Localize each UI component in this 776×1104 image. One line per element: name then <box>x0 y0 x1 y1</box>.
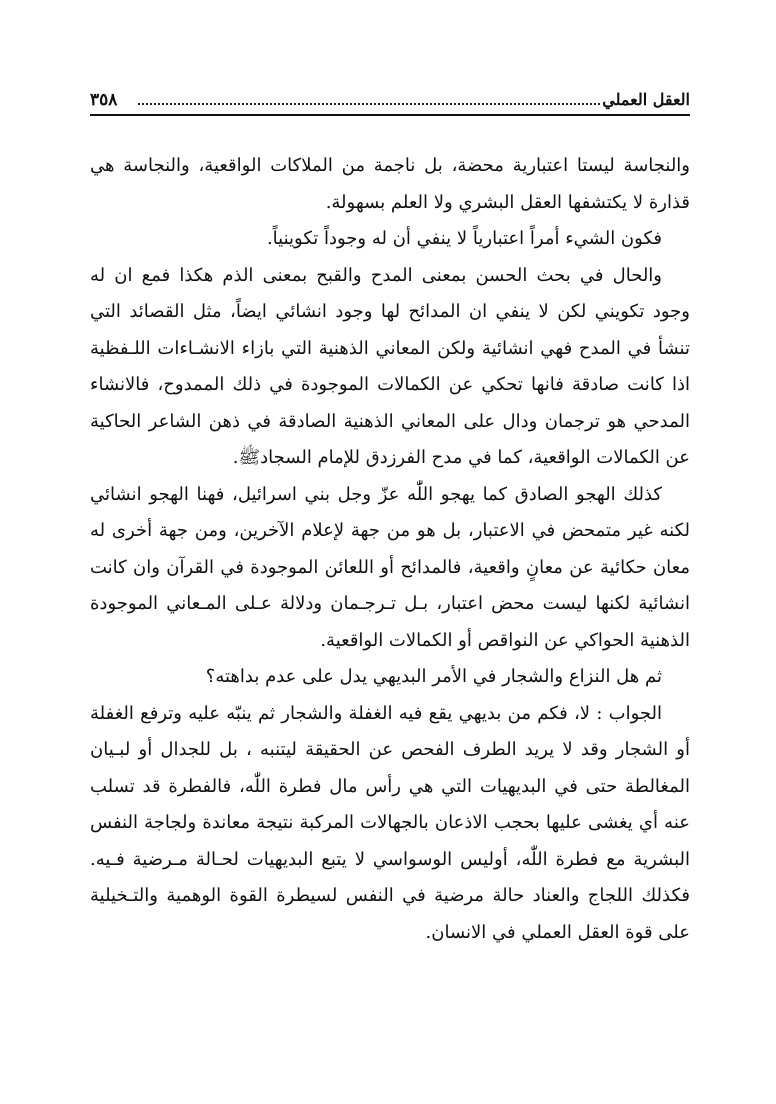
running-title: العقل العملي <box>602 90 690 109</box>
paragraph: ثم هل النزاع والشجار في الأمر البديهي يدل على عدم بداهته؟ <box>205 666 662 687</box>
paragraph: فكون الشيء أمراً اعتبارياً لا ينفي أن له وجوداً تكوينياً. <box>266 228 662 249</box>
body-text <box>90 148 690 951</box>
paragraph: والنجاسة ليستا اعتبارية محضة، بل ناجمة من الملاكات الواقعية، والنجاسة هي قذارة لا يكتشفها العقل البشري ولا العلم بسهولة. <box>90 155 690 213</box>
page-header <box>90 86 690 114</box>
page-number: ٣٥٨ <box>90 90 118 110</box>
paragraph: كذلك الهجو الصادق كما يهجو اللّٰه عزّ وجل بني اسرائيل، فهنا الهجو انشائي لكنه غير متمحض في الاعتبار، بل هو من جهة لإعلام الآخرين، ومن جهة أخرى له معان حكائية عن معانٍ واقعية، فالمدائح أو اللعائن الموجودة في القرآن وان كانت انشائية لكنها ليست محض اعتبار، بـل تـرجـمان ودلالة عـلى المـعاني الموجودة الذهنية الحواكي عن النواقص أو الكمالات الواقعية. <box>90 483 690 651</box>
paragraph: الجواب : لا، فكم من بديهي يقع فيه الغفلة والشجار ثم ينبّه عليه وترفع الغفلة أو الشجار وقد لا يريد الطرف الفحص عن الحقيقة ليتنبه ، بل للجدال أو لبـيان المغالطة حتى في البديهيات التي هي رأس مال فطرة اللّٰه، فالفطرة قد تسلب عنه أي يغشى عليها بحجب الاذعان بالجهالات المركبة نتيجة معاندة ولجاجة النفس البشرية مع فطرة اللّٰه، أوليس الوسواسي لا يتبع البديهيات لحـالة مـرضية فـيه. فكذلك اللجاج والعناد حالة مرضية في النفس لسيطرة القوة الوهمية والتـخيلية على قوة العقل العملي في الانسان. <box>90 702 690 943</box>
header-rule <box>90 114 690 116</box>
paragraph: والحال في بحث الحسن بمعنى المدح والقبح بمعنى الذم هكذا فمع ان له وجود تكويني لكن لا ينفي ان المدائح لها وجود انشائي ايضاً، مثل القصائد التي تنشأ في المدح فهي انشائية ولكن المعاني الذهنية التي بازاء الانشـاءات اللـفظية اذا كانت صادقة فانها تحكي عن الكمالات الموجودة في ذلك الممدوح، فالانشاء المدحي هو ترجمان ودال على المعاني الذهنية الصادقة في ذهن الشاعر الحاكية عن الكمالات الواقعية، كما في مدح الفرزدق للإمام السجادﷺ. <box>90 264 690 468</box>
header-dotted-leader <box>138 103 600 105</box>
